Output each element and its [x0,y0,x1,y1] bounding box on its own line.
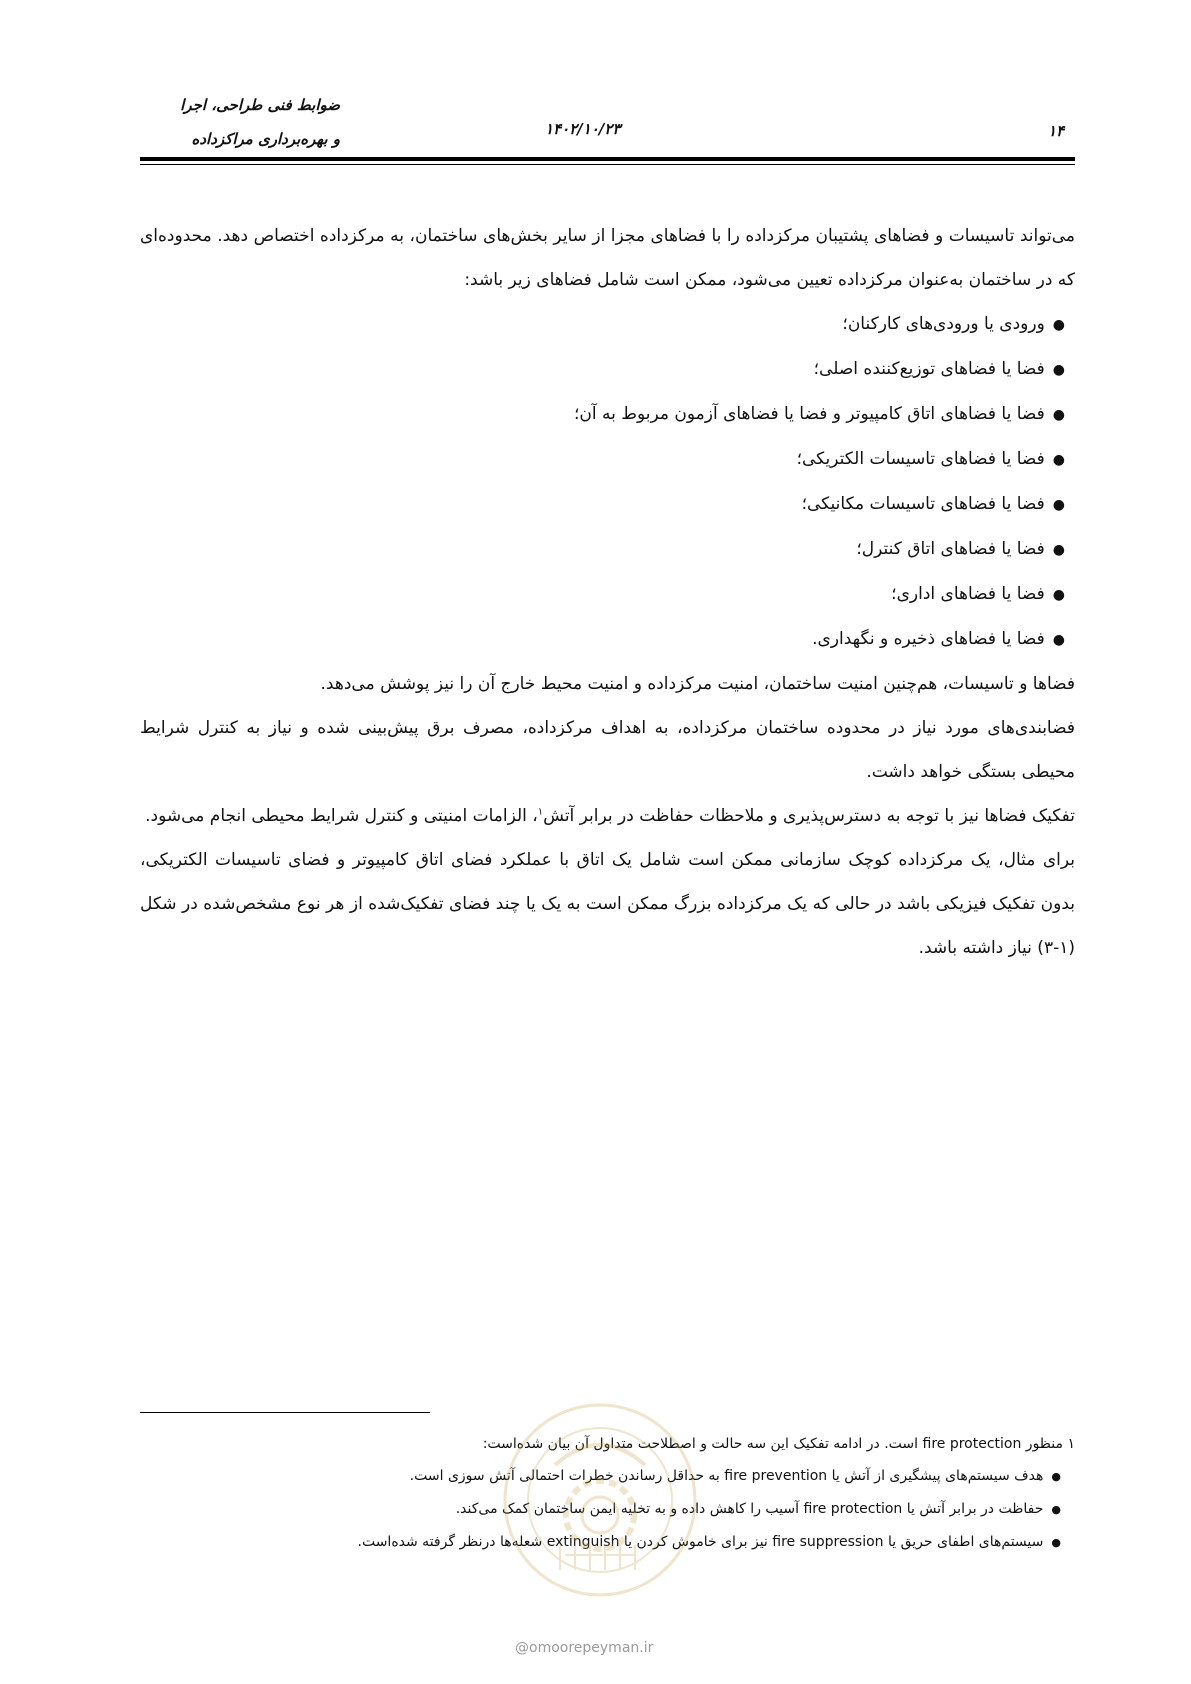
bullet-icon: ● [1052,497,1065,513]
paragraph-intro: می‌تواند تاسیسات و فضاهای پشتیبان مرکزداده را با فضاهای مجزا از سایر بخش‌های ساختمان، به مرکزداده اختصاص دهد. محدوده‌ای که در ساختمان به‌عنوان مرکزداده تعیین می‌شود، ممکن است شامل فضاهای زیر باشد: [140,226,1075,290]
paragraph-separation-end: ، الزامات امنیتی و کنترل شرایط محیطی انجام می‌شود. [145,806,538,826]
list-item-text: فضا یا فضاهای تاسیسات الکتریکی؛ [796,449,1045,469]
bullet-icon: ● [1051,1536,1061,1549]
watermark-seal-icon [495,1395,705,1605]
list-item [140,482,1065,527]
list-item [140,302,1065,347]
header-title-line2: و بهره‌برداری مراکزداده [191,130,340,148]
footnote-item-text: هدف سیستم‌های پیشگیری از آتش یا fire prevention به حداقل رساندن خطرات احتمالی آتش سوزی است. [409,1468,1044,1484]
list-item-text: فضا یا فضاهای اتاق کامپیوتر و فضا یا فضاهای آزمون مربوط به آن؛ [573,404,1045,424]
list-item-text: فضا یا فضاهای توزیع‌کننده اصلی؛ [813,359,1045,379]
paragraph-separation-start: تفکیک فضاها نیز با توجه به دسترس‌پذیری و ملاحظات حفاظت در برابر آتش [543,806,1075,826]
paragraph-security: فضاها و تاسیسات، هم‌چنین امنیت ساختمان، امنیت مرکزداده و امنیت محیط خارج آن را نیز پوشش می‌دهد. [320,674,1075,694]
bullet-icon: ● [1052,317,1065,333]
paragraph-requirements: فضابندی‌های مورد نیاز در محدوده ساختمان مرکزداده، به اهداف مرکزداده، مصرف برق پیش‌بینی شده و نیاز به کنترل شرایط محیطی بستگی خواهد داشت. [140,718,1075,782]
bullet-icon: ● [1052,452,1065,468]
page-number: ۱۴ [1048,122,1065,140]
list-item [140,572,1065,617]
list-item-text: فضا یا فضاهای اداری؛ [891,584,1045,604]
body-text [140,214,1075,970]
bullet-icon: ● [1051,1503,1061,1516]
watermark-site-text: @omoorepeyman.ir [515,1640,654,1656]
paragraph-example: برای مثال، یک مرکزداده کوچک سازمانی ممکن است شامل یک اتاق با عملکرد فضای اتاق کامپیوتر و فضای تاسیسات الکتریکی، بدون تفکیک فیزیکی باشد در حالی که یک مرکزداده بزرگ ممکن است به یک یا چند فضای تفکیک‌شده از هر نوع مشخص‌شده در شکل (۱-۳) نیاز داشته باشد. [140,850,1075,958]
space-list [140,302,1075,662]
footnote-item-text: سیستم‌های اطفای حریق یا fire suppression نیز برای خاموش کردن یا extinguish شعله‌ها درنظر گرفته شده‌است. [357,1534,1044,1550]
bullet-icon: ● [1052,542,1065,558]
list-item-text: فضا یا فضاهای تاسیسات مکانیکی؛ [801,494,1045,514]
header-rule-thick [140,157,1075,161]
list-item-text: فضا یا فضاهای ذخیره و نگهداری. [812,629,1045,649]
list-item [140,617,1065,662]
header-date: ۱۴۰۲/۱۰/۲۳ [545,120,621,138]
list-item-text: فضا یا فضاهای اتاق کنترل؛ [856,539,1045,559]
list-item [140,392,1065,437]
footnote-intro: ۱ منظور fire protection است. در ادامه تفکیک این سه حالت و اصطلاحت متداول آن بیان شده‌است: [482,1436,1075,1452]
list-item [140,527,1065,572]
list-item [140,347,1065,392]
bullet-icon: ● [1052,632,1065,648]
footnote-reference[interactable]: ۱ [537,806,544,818]
paragraph-separation [140,794,1075,838]
footnote-item-text: حفاظت در برابر آتش یا fire protection آسیب را کاهش داده و به تخلیه ایمن ساختمان کمک می‌کند. [455,1501,1044,1517]
bullet-icon: ● [1052,362,1065,378]
header-rule-thin [140,164,1075,165]
header-title-line1: ضوابط فنی طراحی، اجرا [180,96,340,114]
bullet-icon: ● [1052,587,1065,603]
footnote-separator [140,1412,430,1413]
list-item [140,437,1065,482]
list-item-text: ورودی یا ورودی‌های کارکنان؛ [842,314,1045,334]
bullet-icon: ● [1052,407,1065,423]
bullet-icon: ● [1051,1470,1061,1483]
